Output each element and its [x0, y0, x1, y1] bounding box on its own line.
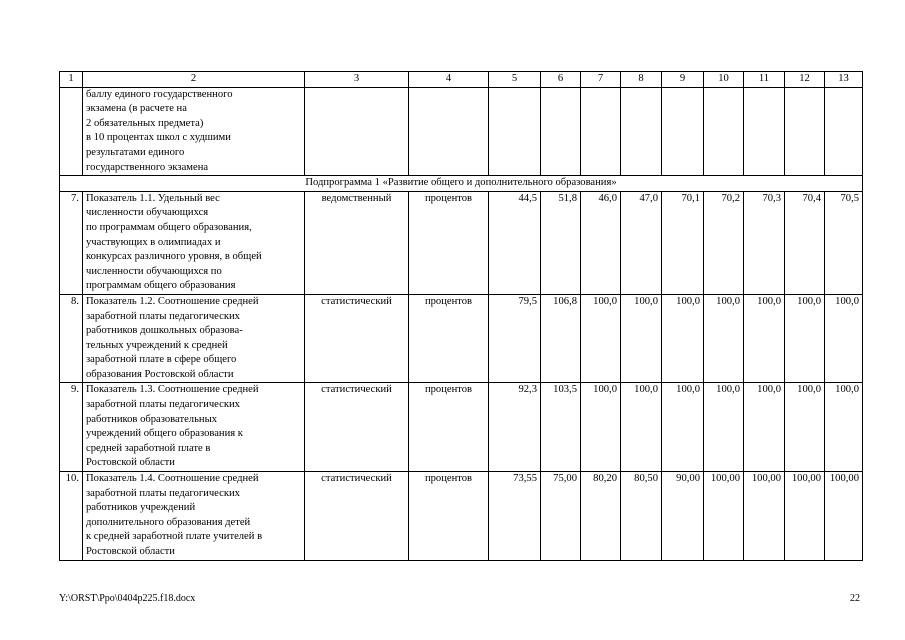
value-cell: 70,4: [785, 191, 825, 294]
value-cell: 47,0: [621, 191, 662, 294]
indicator-cell: [83, 472, 305, 561]
file-path: Y:\ORST\Ppo\0404p225.f18.docx: [59, 593, 196, 604]
indicator-line: учреждений общего образования к: [86, 428, 243, 440]
indicator-line: Показатель 1.3. Соотношение средней: [86, 384, 259, 396]
value-cell: 46,0: [581, 191, 621, 294]
row-number: 8.: [60, 294, 83, 383]
value-cell: 100,0: [581, 294, 621, 383]
unit-cell: процентов: [409, 472, 489, 561]
indicator-line: тельных учреждений к средней: [86, 339, 228, 351]
indicator-line: численности обучающихся по: [86, 265, 222, 277]
indicator-line: баллу единого государственного: [86, 88, 233, 100]
header-cell: 5: [489, 72, 541, 88]
value-cell: 100,0: [825, 383, 863, 472]
header-cell: 9: [662, 72, 704, 88]
value-cell: 73,55: [489, 472, 541, 561]
indicator-row: [60, 472, 863, 561]
row-number: 7.: [60, 191, 83, 294]
indicators-table: [59, 71, 863, 561]
value-cell: 100,0: [785, 294, 825, 383]
indicator-line: образования Ростовской области: [86, 368, 234, 380]
indicator-row: [60, 383, 863, 472]
value-cell: 100,00: [825, 472, 863, 561]
value-cell: 100,00: [704, 472, 744, 561]
value-cell: 100,0: [825, 294, 863, 383]
value-cell: 100,0: [621, 294, 662, 383]
indicator-line: заработной платы педагогических: [86, 310, 240, 322]
source-cell: статистический: [305, 472, 409, 561]
indicator-line: заработной плате в сфере общего: [86, 354, 237, 366]
indicator-line: работников образовательных: [86, 413, 217, 425]
value-cell: 70,5: [825, 191, 863, 294]
value-cell: 100,00: [744, 472, 785, 561]
value-cell: 92,3: [489, 383, 541, 472]
header-cell: 11: [744, 72, 785, 88]
subprogram-row: [60, 176, 863, 192]
indicator-line: 2 обязательных предмета): [86, 117, 204, 129]
value-cell: 100,0: [662, 294, 704, 383]
header-cell: 6: [541, 72, 581, 88]
value-cell: 100,0: [744, 294, 785, 383]
column-number-row: [60, 72, 863, 88]
value-cell: 100,0: [581, 383, 621, 472]
value-cell: 75,00: [541, 472, 581, 561]
indicator-line: Показатель 1.4. Соотношение средней: [86, 473, 259, 485]
value-cell: 100,00: [785, 472, 825, 561]
value-cell: 90,00: [662, 472, 704, 561]
indicator-line: заработной платы педагогических: [86, 487, 240, 499]
indicator-line: средней заработной плате в: [86, 442, 211, 454]
value-cell: 100,0: [785, 383, 825, 472]
source-cell: статистический: [305, 294, 409, 383]
indicator-line: результатами единого: [86, 146, 185, 158]
header-cell: 7: [581, 72, 621, 88]
indicator-line: программам общего образования: [86, 280, 236, 292]
indicator-line: работников учреждений: [86, 502, 196, 514]
indicator-row: [60, 294, 863, 383]
indicator-line: Показатель 1.2. Соотношение средней: [86, 295, 259, 307]
header-cell: 4: [409, 72, 489, 88]
indicator-line: в 10 процентах школ с худшими: [86, 132, 231, 144]
indicator-line: Ростовской области: [86, 457, 175, 469]
value-cell: [621, 87, 662, 176]
indicator-line: дополнительного образования детей: [86, 516, 251, 528]
unit-cell: процентов: [409, 294, 489, 383]
indicator-line: работников дошкольных образова-: [86, 325, 243, 337]
subprogram-title: Подпрограмма 1 «Развитие общего и дополнительного образования»: [60, 176, 863, 192]
value-cell: 80,20: [581, 472, 621, 561]
indicator-cell: [83, 191, 305, 294]
value-cell: 106,8: [541, 294, 581, 383]
indicator-line: Ростовской области: [86, 546, 175, 557]
value-cell: 79,5: [489, 294, 541, 383]
value-cell: 100,0: [662, 383, 704, 472]
header-cell: 13: [825, 72, 863, 88]
indicator-line: заработной платы педагогических: [86, 399, 240, 411]
unit-cell: процентов: [409, 383, 489, 472]
indicator-line: конкурсах различного уровня, в общей: [86, 251, 262, 263]
value-cell: 70,2: [704, 191, 744, 294]
value-cell: [541, 87, 581, 176]
row-number: 10.: [60, 472, 83, 561]
value-cell: [744, 87, 785, 176]
indicator-line: экзамена (в расчете на: [86, 103, 187, 115]
value-cell: 80,50: [621, 472, 662, 561]
header-cell: 2: [83, 72, 305, 88]
indicator-cell: [83, 294, 305, 383]
indicator-cell: [83, 87, 305, 176]
value-cell: [825, 87, 863, 176]
value-cell: [785, 87, 825, 176]
page-number: 22: [850, 593, 860, 604]
header-cell: 3: [305, 72, 409, 88]
value-cell: [581, 87, 621, 176]
indicator-line: государственного экзамена: [86, 161, 209, 173]
indicator-line: численности обучающихся: [86, 207, 209, 219]
indicator-row: [60, 191, 863, 294]
value-cell: 100,0: [704, 383, 744, 472]
indicator-line: участвующих в олимпиадах и: [86, 236, 221, 248]
value-cell: [704, 87, 744, 176]
header-cell: 8: [621, 72, 662, 88]
row-number-cell: [60, 87, 83, 176]
value-cell: 44,5: [489, 191, 541, 294]
value-cell: 103,5: [541, 383, 581, 472]
value-cell: [489, 87, 541, 176]
indicator-line: Показатель 1.1. Удельный вес: [86, 192, 220, 204]
unit-cell: процентов: [409, 191, 489, 294]
indicator-line: к средней заработной плате учителей в: [86, 531, 263, 543]
indicator-line: по программам общего образования,: [86, 221, 252, 233]
header-cell: 10: [704, 72, 744, 88]
value-cell: [662, 87, 704, 176]
row-number: 9.: [60, 383, 83, 472]
value-cell: 100,0: [704, 294, 744, 383]
source-cell: [305, 87, 409, 176]
unit-cell: [409, 87, 489, 176]
header-cell: 12: [785, 72, 825, 88]
value-cell: 70,3: [744, 191, 785, 294]
indicator-cell: [83, 383, 305, 472]
source-cell: статистический: [305, 383, 409, 472]
source-cell: ведомственный: [305, 191, 409, 294]
value-cell: 100,0: [744, 383, 785, 472]
continued-row: [60, 87, 863, 176]
value-cell: 51,8: [541, 191, 581, 294]
value-cell: 70,1: [662, 191, 704, 294]
value-cell: 100,0: [621, 383, 662, 472]
header-cell: 1: [60, 72, 83, 88]
